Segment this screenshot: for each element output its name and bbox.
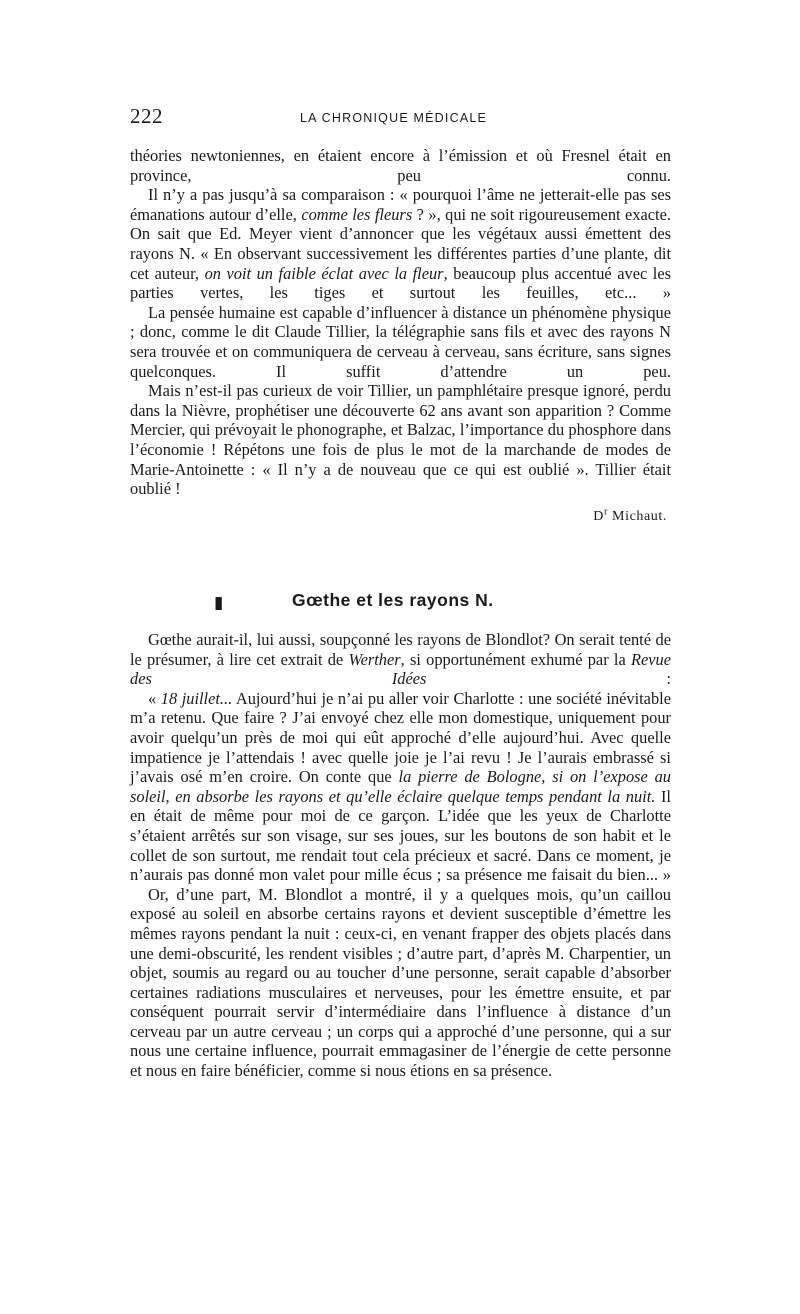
page-header: [130, 104, 671, 134]
paragraph: Il n’y a pas jusqu’à sa comparaison : « pourquoi l’âme ne jetterait-elle pas ses émanations autour d’elle, comme les fleurs ? », qui ne soit rigoureusement exacte. On sait que Ed. Meyer vient d’annoncer que les végétaux aussi émettent des rayons N. « En observant successivement les différentes parties d’une plante, dit cet auteur, on voit un faible éclat avec la fleur, beaucoup plus accentué avec les parties vertes, les tiges et surtout les feuilles, etc... »: [130, 185, 671, 303]
section-heading: Gœthe et les rayons N.: [292, 590, 494, 610]
paragraph: La pensée humaine est capable d’influencer à distance un phénomène physique ; donc, comme le dit Claude Tillier, la télégraphie sans fils et avec des rayons N sera trouvée et on communiquera de cerveau à cerveau, sans écriture, sans signes quelconques. Il suffit d’attendre un peu.: [130, 302, 671, 381]
section-title: [130, 590, 671, 614]
paragraph: Gœthe aurait-il, lui aussi, soupçonné les rayons de Blondlot? On serait tenté de le présumer, à lire cet extrait de Werther, si opportunément exhumé par la Revue des Idées :: [130, 630, 671, 689]
page-number: 222: [130, 104, 163, 128]
article-body: [130, 630, 671, 1081]
author-signature: $D^r$ Michaut.: [593, 506, 667, 524]
paragraph: théories newtoniennes, en étaient encore à l’émission et où Fresnel était en province, peu connu.: [130, 146, 671, 185]
paragraph: Or, d’une part, M. Blondlot a montré, il y a quelques mois, qu’un caillou exposé au soleil en absorbe certains rayons et devient susceptible d’émettre les mêmes rayons pendant la nuit : ceux-ci, en venant frapper des objets placés dans une demi-obscurité, les rendent visibles ; d’autre part, d’après M. Charpentier, un objet, soumis au regard ou au toucher d’une personne, serait capable d’absorber certaines radiations musculaires et nerveuses, pour les émettre ensuite, et par conséquent pourrait servir d’intermédiaire dans l’influence à distance d’un cerveau par un autre cerveau ; un corps qui a approché d’une personne, qui a sur nous une certaine influence, pourrait emmagasiner de l’énergie de cette personne et nous en faire bénéficier, comme si nous étions en sa présence.: [130, 884, 671, 1081]
quotation: « 18 juillet... Aujourd’hui je n’ai pu aller voir Charlotte : une société inévitable m’a retenu. Que faire ? J’ai envoyé chez elle mon domestique, uniquement pour avoir quelqu’un près de moi qui eût approché d’elle aujourd’hui. Avec quelle impatience je l’attendais ! avec quelle joie je l’ai revu ! Je l’aurais embrassé si j’avais osé m’en croire. On conte que la pierre de Bologne, si on l’expose au soleil, en absorbe les rayons et qu’elle éclaire quelque temps pendant la nuit. Il en était de même pour moi de ce garçon. L’idée que les yeux de Charlotte s’étaient arrêtés sur son visage, sur ses joues, sur les boutons de son habit et le collet de son surtout, me rendait tout cela précieux et sacré. Dans ce moment, je n’aurais pas donné mon valet pour mille écus ; sa présence me faisait du bien... »: [130, 688, 672, 885]
paragraph: Mais n’est-il pas curieux de voir Tillier, un pamphlétaire presque ignoré, perdu dans la Nièvre, prophétiser une découverte 62 ans avant son apparition ? Comme Mercier, qui prévoyait le phonographe, et Balzac, l’importance du phosphore dans l’économie ! Répétons une fois de plus le mot de la marchande de modes de Marie-Antoinette : « Il n’y a de nouveau que ce qui est oublié ». Tillier était oublié !: [130, 381, 671, 499]
section-marker-icon: ▮: [214, 593, 224, 613]
article-continuation: [130, 146, 671, 526]
running-title: LA CHRONIQUE MÉDICALE: [300, 111, 488, 125]
